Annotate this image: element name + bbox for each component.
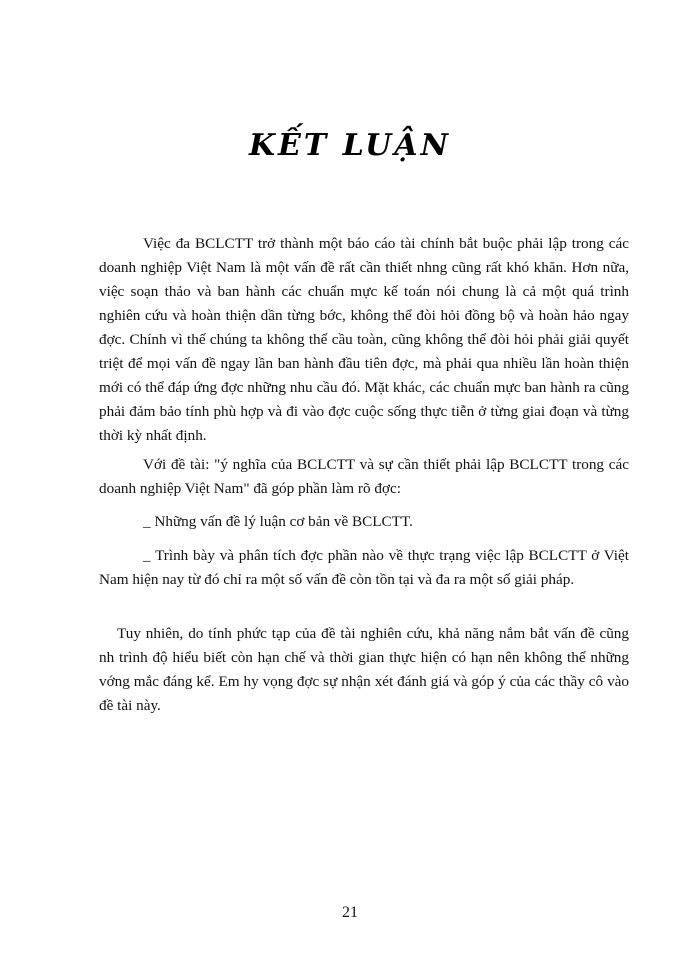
bullet-text: _ Những vấn đề lý luận cơ bản về BCLCTT. bbox=[143, 513, 413, 530]
paragraph-text: Với đề tài: "ý nghĩa của BCLCTT và sự cần thiết phải lập BCLCTT trong các doanh nghiệp Việt Nam" đã góp phần làm rõ đợc: bbox=[99, 456, 629, 497]
bullet-text: _ Trình bày và phân tích đợc phần nào về thực trạng việc lập BCLCTT ở Việt Nam hiện nay từ đó chỉ ra một số vấn đề còn tồn tại và đa ra một số giải pháp. bbox=[99, 547, 629, 588]
page-title: KẾT LUẬN bbox=[248, 128, 452, 163]
bullet-item-theory bbox=[99, 510, 629, 534]
paragraph-closing bbox=[99, 622, 629, 718]
paragraph-text: Việc đa BCLCTT trở thành một báo cáo tài chính bắt buộc phải lập trong các doanh nghiệp Việt Nam là một vấn đề rất cần thiết nhng cũng rất khó khăn. Hơn nữa, việc soạn thảo và ban hành các chuẩn mực kế toán nói chung là cả một quá trình nghiên cứu và hoàn thiện dần từng bớc, không thể đòi hỏi đồng bộ và hoàn hảo ngay đợc. Chính vì thế chúng ta không thể cầu toàn, cũng không thể đòi hỏi phải giải quyết triệt để mọi vấn đề ngay lần ban hành đầu tiên đợc, mà phải qua nhiều lần hoàn thiện mới có thể đáp ứng đợc những nhu cầu đó. Mặt khác, các chuẩn mực ban hành ra cũng phải đảm bảo tính phù hợp và đi vào đợc cuộc sống thực tiễn ở từng giai đoạn và từng thời kỳ nhất định. bbox=[99, 235, 629, 444]
page-number: 21 bbox=[342, 904, 358, 921]
paragraph-text: Tuy nhiên, do tính phức tạp của đề tài nghiên cứu, khả năng nắm bắt vấn đề cũng nh trình độ hiểu biết còn hạn chế và thời gian thực hiện có hạn nên không thể những vớng mắc đáng kể. Em hy vọng đợc sự nhận xét đánh giá và góp ý của các thầy cô vào đề tài này. bbox=[99, 625, 629, 714]
bullet-item-analysis bbox=[99, 544, 629, 592]
paragraph-topic bbox=[99, 453, 629, 501]
paragraph-intro bbox=[99, 232, 629, 448]
